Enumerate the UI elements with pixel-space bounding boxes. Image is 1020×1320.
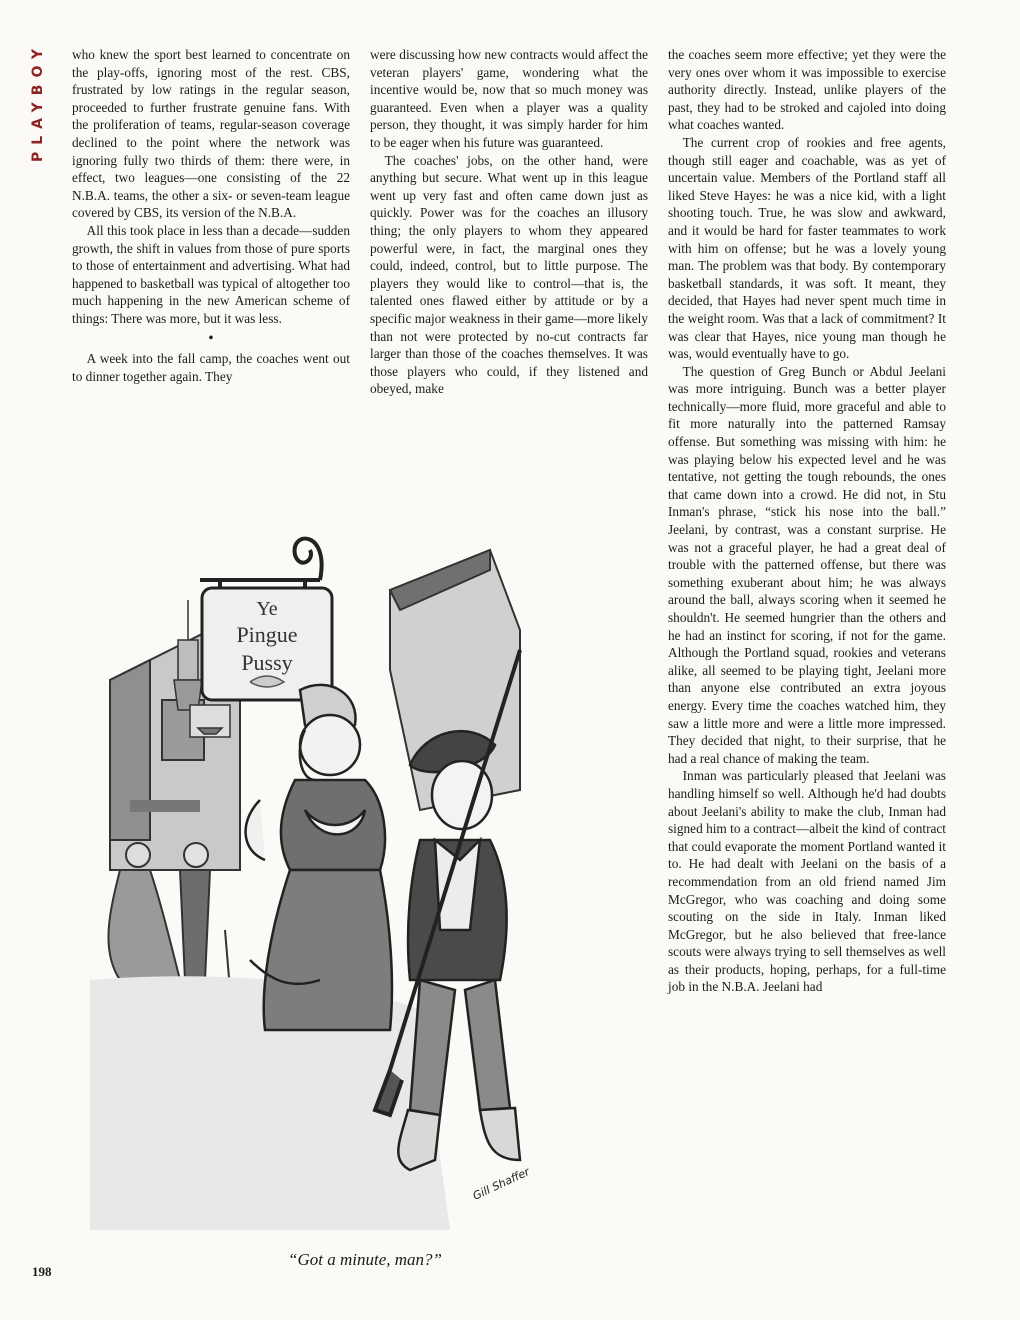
paragraph: The current crop of rookies and free agents, though still eager and coachable, was as yet of uncertain value. Members of the Portland staff all liked Steve Hayes: he was a nice kid, with a light shooting touch. True, he was slow and awkward, and it would be hard for faster teammates to work with him on offense; but he was a lovely young man. The problem was that body. By contemporary basketball standards, it was soft. It meant, they decided, that Hayes had never spent much time in the weight room. Was that a lack of commitment? It was clear that Hayes, nice young man though he was, would eventually have to go.: [668, 134, 946, 362]
cartoon-caption: “Got a minute, man?”: [288, 1250, 442, 1269]
sign-text-line2: Pingue: [236, 622, 298, 647]
section-separator: •: [208, 329, 214, 345]
paragraph: were discussing how new contracts would affect the veteran players' game, wondering what the incentive would be, now that so much money was guaranteed. Even when a player was a quality person, they thought, it was simply harder for him to be eager when his future was guaranteed.: [370, 47, 648, 150]
sign-text-line1: Ye: [256, 598, 278, 620]
sign-text-line3: Pussy: [241, 650, 293, 675]
cartoon-illustration: [90, 510, 610, 1230]
paragraph: A week into the fall camp, the coaches went out to dinner together again. They: [72, 351, 350, 384]
ship-sign: [190, 705, 230, 737]
paragraph: The question of Greg Bunch or Abdul Jeelani was more intriguing. Bunch was a better player technically—more fluid, more graceful and able to fit more naturally into the patterned Ramsay offense. But something was missing with him: he was playing below his expected level and he was tentative, not getting the tough rebounds, the ones that came down into a crowd. He did not, in Stu Inman's phrase, “stick his nose into the ball.” Jeelani, by contrast, was a constant surprise. He was not a graceful player, he had a great deal of trouble with the patterned offense, but there was something exuberant about him; he was always around the ball, always scoring when it seemed he shouldn't. He seemed hungrier than the others and he had an instinct for scoring, if not for the game. Although the Portland squad, rookies and veterans alike, all seemed to be playing tight, Jeelani more than anyone else contributed an extra joyous energy. Every time the coaches watched him, they saw a little more and were a little more impressed. They decided that night, to their surprise, that he had a real chance of making the team.: [668, 363, 946, 766]
tavern-sign: [202, 588, 332, 700]
paragraph: The coaches' jobs, on the other hand, were anything but secure. What went up in this league went up very fast and often came down just as quickly. Power was for the coaches an illusory thing; the only players to whom they appeared powerful were, in fact, the marginal ones they could, indeed, control, but to little purpose. The players they would like to control—that is, the talented ones flawed either by attitude or by a specific major weakness in their game—more likely than not were protected by no-cut contracts far larger than those of the coaches themselves. It was those players who could, if they listened and obeyed, make: [370, 152, 648, 397]
text-column-1: [72, 46, 350, 385]
church-steeple: [174, 600, 202, 710]
paragraph: All this took place in less than a decade—sudden growth, the shift in values from those of pure sports to those of entertainment and advertising. What had happened to basketball was typical of altogether too much happening in the new American scheme of things: There was more, but it was less.: [72, 222, 350, 326]
artist-signature: Gill Shaffer: [470, 1165, 532, 1203]
text-column-3: [668, 46, 946, 996]
page-number: 198: [32, 1264, 52, 1279]
paragraph: the coaches seem more effective; yet they were the very ones over whom it was impossible to exercise authority directly. Instead, unlike players of the past, they had to be stroked and cajoled into doing what coaches wanted.: [668, 47, 946, 133]
paragraph: Inman was particularly pleased that Jeelani was handling himself so well. Although he'd had doubts about Jeelani's ability to make the club, Inman had signed him to a contract—albeit the kind of contract that could evaporate the moment Portland wanted it to. He had dealt with Jeelani on the basis of a recommendation from an old friend named Jim McGregor, who was coaching and doing some scouting on the side in Italy. Inman liked McGregor, but he also believed that free-lance scouts were always trying to sell themselves as well as their products, hoping, perhaps, for a full-time job in the N.B.A. Jeelani had: [668, 768, 946, 995]
barmaid-figure: [246, 685, 392, 1030]
text-column-2: [370, 46, 648, 398]
paragraph: who knew the sport best learned to concentrate on the play-offs, ignoring most of the rest. CBS, frustrated by low ratings in the regular season, proceeded to further frustrate genuine fans. With the proliferation of teams, regular-season coverage declined to the point where the network was ignoring fully two thirds of them: there were, in effect, two leagues—one consisting of the 22 N.B.A. teams, the other a six- or seven-team league covered by CBS, its version of the N.B.A.: [72, 47, 350, 221]
masthead: PLAYBOY: [30, 42, 46, 163]
sign-bracket: [200, 539, 322, 590]
